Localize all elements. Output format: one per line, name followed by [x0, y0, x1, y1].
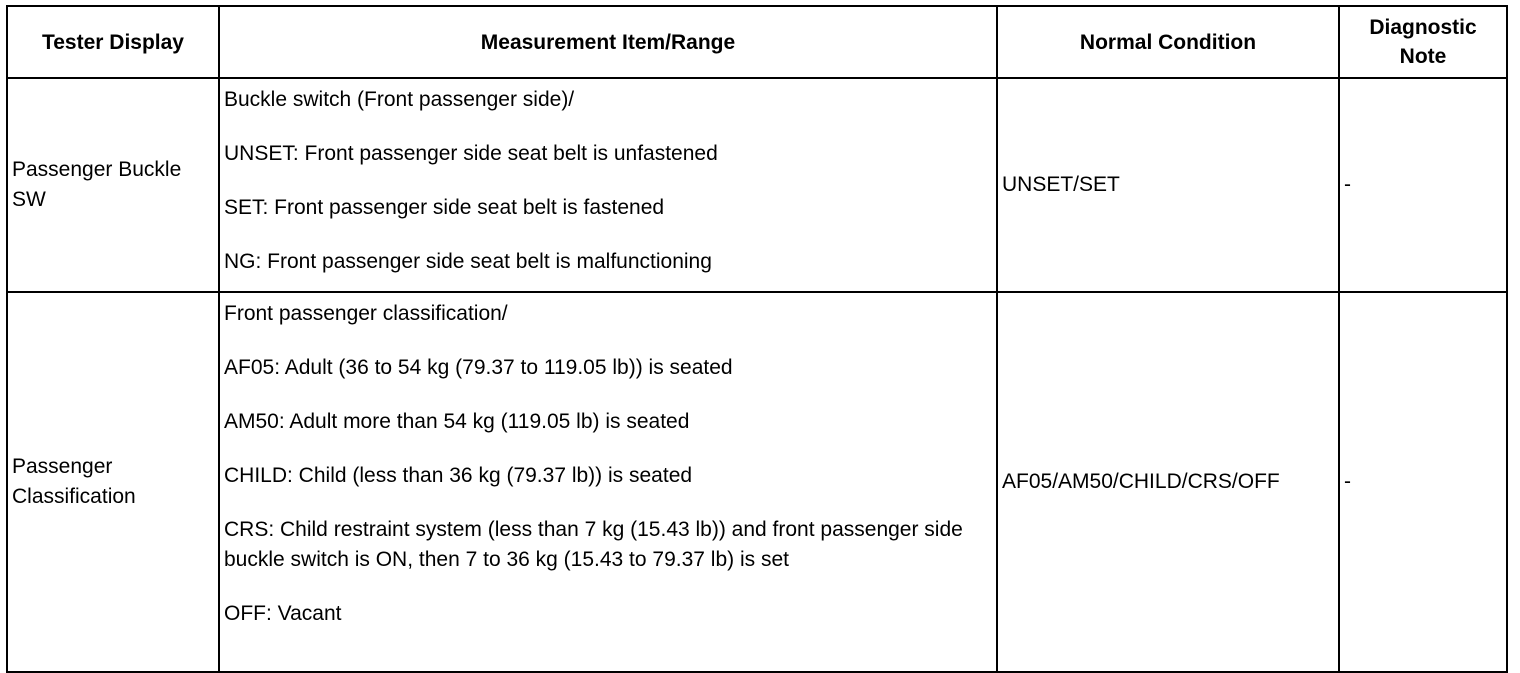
measurement-line: SET: Front passenger side seat belt is fastened [224, 196, 665, 219]
diagnostic-note-cell: - [1339, 292, 1507, 672]
measurement-line: NG: Front passenger side seat belt is malfunctioning [224, 250, 712, 273]
normal-condition-cell: AF05/AM50/CHILD/CRS/OFF [997, 292, 1339, 672]
measurement-line: Buckle switch (Front passenger side)/ [224, 88, 575, 111]
tester-display-cell: Passenger Buckle SW [7, 78, 219, 292]
table-row [7, 292, 1507, 672]
data-list-table-container [6, 5, 1508, 673]
measurement-line: Front passenger classification/ [224, 302, 508, 325]
header-row [7, 6, 1507, 78]
tester-display-cell: Passenger Classification [7, 292, 219, 672]
header-normal-condition: Normal Condition [997, 6, 1339, 78]
normal-condition-cell: UNSET/SET [997, 78, 1339, 292]
measurement-line: AF05: Adult (36 to 54 kg (79.37 to 119.05 lb)) is seated [224, 356, 733, 379]
diagnostic-note-cell: - [1339, 78, 1507, 292]
header-diagnostic-note: Diagnostic Note [1339, 6, 1507, 78]
table-row [7, 78, 1507, 292]
measurement-cell [219, 78, 997, 292]
measurement-cell [219, 292, 997, 672]
header-measurement-item: Measurement Item/Range [219, 6, 997, 78]
measurement-line: CRS: Child restraint system (less than 7 kg (15.43 lb)) and front passenger side buckle switch is ON, then 7 to 36 kg (15.43 to 79.37 lb) is set [224, 518, 963, 571]
measurement-line: AM50: Adult more than 54 kg (119.05 lb) is seated [224, 410, 690, 433]
header-tester-display: Tester Display [7, 6, 219, 78]
measurement-line: OFF: Vacant [224, 602, 342, 625]
measurement-line: UNSET: Front passenger side seat belt is unfastened [224, 142, 718, 165]
measurement-line: CHILD: Child (less than 36 kg (79.37 lb)) is seated [224, 464, 693, 487]
data-list-table [6, 5, 1508, 673]
